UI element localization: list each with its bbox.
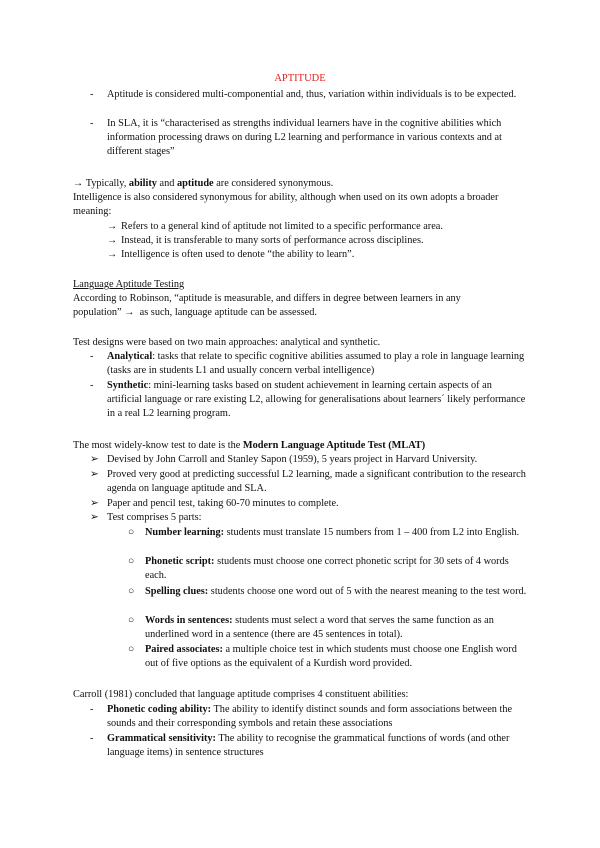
mlat-part: Words in sentences: students must select a word that serves the same function as an underlined word in a sentence (there are 45 sentences in total). bbox=[145, 615, 494, 641]
mlat-point: Paper and pencil test, taking 60-70 minutes to complete. bbox=[107, 498, 339, 509]
mlat-part: Spelling clues: students choose one word out of 5 with the nearest meaning to the test word. bbox=[145, 586, 527, 597]
arrow-icon: → bbox=[73, 178, 84, 189]
synonym-line: → Typically, ability and aptitude are considered synonymous. bbox=[73, 178, 334, 189]
mlat-part: Number learning: students must translate 15 numbers from 1 – 400 from L2 into English. bbox=[145, 527, 520, 538]
design-item: Analytical: tasks that relate to specific cognitive abilities assumed to play a role in language learning (tasks are in students L1 and usually concern verbal intelligence) bbox=[107, 351, 525, 377]
robinson-text: According to Robinson, “aptitude is measurable, and differs in degree between learners in any bbox=[73, 293, 461, 304]
mlat-part: Phonetic script: students must choose one correct phonetic script for 30 sets of 4 words each. bbox=[145, 556, 509, 582]
mlat-intro: The most widely-know test to date is the Modern Language Aptitude Test (MLAT) bbox=[73, 440, 426, 451]
arrowhead-bullet-icon: ➢ bbox=[90, 454, 99, 465]
bullet-dash: - bbox=[90, 89, 94, 100]
robinson-text-2: population” → as such, language aptitude can be assessed. bbox=[73, 307, 317, 318]
intelligence-point: Instead, it is transferable to many sorts of performance across disciplines. bbox=[121, 235, 424, 246]
bullet-dash: - bbox=[90, 118, 94, 129]
arrow-icon: → bbox=[107, 235, 118, 246]
bullet-dash: - bbox=[90, 704, 94, 715]
circle-bullet-icon: ○ bbox=[128, 527, 135, 538]
design-item: Synthetic: mini-learning tasks based on student achievement in learning certain aspects of an artificial language or rare existing L2, allowing for generalisations about learners´ likely performance in a real L2 learning program. bbox=[107, 380, 526, 420]
bullet-dash: - bbox=[90, 351, 94, 362]
intelligence-point: Refers to a general kind of aptitude not limited to a specific performance area. bbox=[121, 221, 443, 232]
bullet-dash: - bbox=[90, 733, 94, 744]
intelligence-point: Intelligence is often used to denote “the ability to learn”. bbox=[121, 249, 355, 260]
intro-bullet-2: In SLA, it is “characterised as strengths individual learners have in the cognitive abilities which information processing draws on during L2 learning and performance in various contexts and at different stages” bbox=[107, 118, 502, 158]
page-title: APTITUDE bbox=[274, 73, 326, 84]
circle-bullet-icon: ○ bbox=[128, 586, 135, 597]
carroll-point: Phonetic coding ability: The ability to identify distinct sounds and form associations between the sounds and their corresponding symbols and retain these associations bbox=[107, 704, 513, 730]
intelligence-text: Intelligence is also considered synonymous for ability, although when used on its own adopts a broader meaning: bbox=[73, 192, 499, 218]
mlat-point: Proved very good at predicting successful L2 learning, made a significant contribution to the research agenda on language aptitude and SLA. bbox=[107, 469, 526, 495]
carroll-point: Grammatical sensitivity: The ability to recognise the grammatical functions of words (and other language items) in sentence structures bbox=[107, 733, 510, 759]
arrow-icon: → bbox=[107, 249, 118, 260]
designs-intro: Test designs were based on two main approaches: analytical and synthetic. bbox=[73, 337, 381, 348]
arrow-icon: → bbox=[107, 221, 118, 232]
arrowhead-bullet-icon: ➢ bbox=[90, 498, 99, 509]
circle-bullet-icon: ○ bbox=[128, 644, 135, 655]
mlat-point: Devised by John Carroll and Stanley Sapon (1959), 5 years project in Harvard University. bbox=[107, 454, 478, 465]
circle-bullet-icon: ○ bbox=[128, 615, 135, 626]
mlat-point: Test comprises 5 parts: bbox=[107, 512, 202, 523]
section-heading: Language Aptitude Testing bbox=[73, 279, 185, 290]
arrowhead-bullet-icon: ➢ bbox=[90, 512, 99, 523]
circle-bullet-icon: ○ bbox=[128, 556, 135, 567]
carroll-intro: Carroll (1981) concluded that language aptitude comprises 4 constituent abilities: bbox=[73, 689, 409, 700]
intro-bullet-1: Aptitude is considered multi-componential and, thus, variation within individuals is to be expected. bbox=[107, 89, 517, 100]
bullet-dash: - bbox=[90, 380, 94, 391]
arrowhead-bullet-icon: ➢ bbox=[90, 469, 99, 480]
mlat-part: Paired associates: a multiple choice test in which students must choose one English word out of five options as the equivalent of a Kurdish word provided. bbox=[145, 644, 517, 670]
